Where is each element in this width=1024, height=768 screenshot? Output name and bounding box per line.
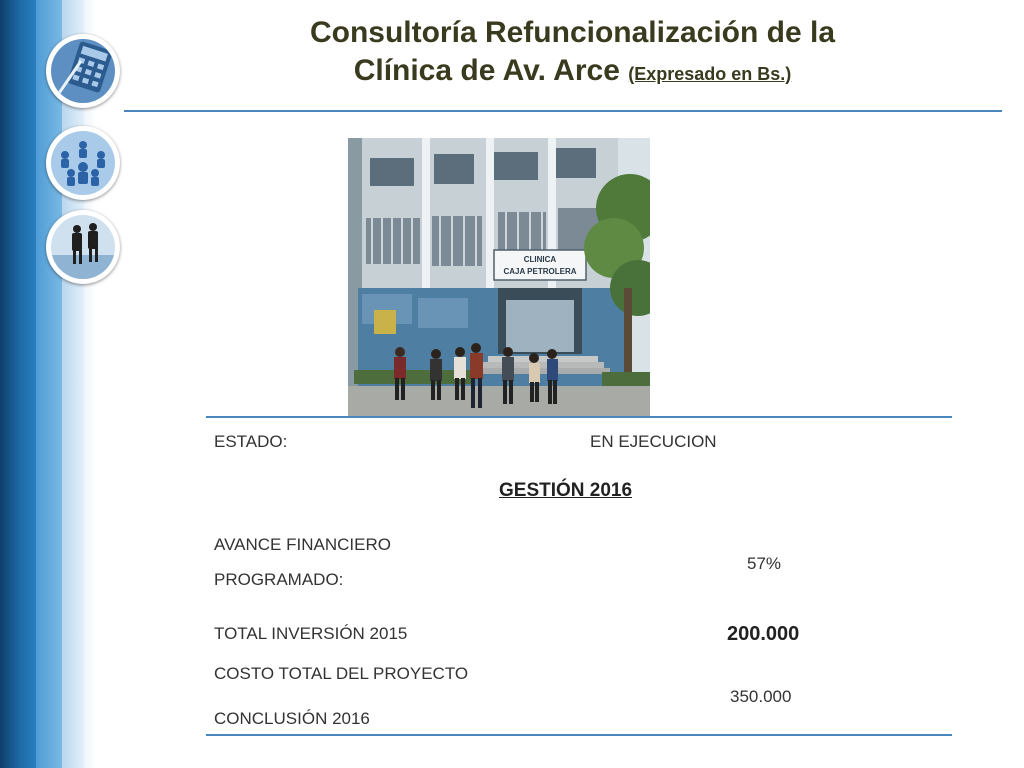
clinic-sign-line-1: CLINICA xyxy=(523,255,557,264)
inversion-value: 200.000 xyxy=(727,623,800,645)
estado-value: EN EJECUCION xyxy=(590,432,717,451)
business-people-icon xyxy=(46,210,120,284)
sidebar-band-dark xyxy=(0,0,36,768)
title-location: Clínica de Av. Arce xyxy=(353,54,620,87)
avance-label-line-2: PROGRAMADO: xyxy=(214,570,344,589)
clinic-building-photo xyxy=(348,138,650,416)
title-divider xyxy=(124,110,1002,112)
title-line-1: Consultoría Refuncionalización de la xyxy=(309,16,836,49)
sidebar-band-fade xyxy=(84,0,96,768)
inversion-label: TOTAL INVERSIÓN 2015 xyxy=(214,624,408,643)
gestion-heading: GESTIÓN 2016 xyxy=(499,480,633,501)
table-bottom-rule xyxy=(206,734,952,736)
people-network-icon xyxy=(46,126,120,200)
title-currency-note: (Expresado en Bs.) xyxy=(628,64,792,84)
title-line-2 xyxy=(200,52,945,93)
avance-label-line-1: AVANCE FINANCIERO xyxy=(214,535,391,554)
slide-title xyxy=(200,14,945,93)
calculator-icon xyxy=(46,34,120,108)
clinic-sign-line-2: CAJA PETROLERA xyxy=(503,267,577,276)
conclusion-label: CONCLUSIÓN 2016 xyxy=(214,709,370,728)
table-top-rule xyxy=(206,416,952,418)
estado-label: ESTADO: xyxy=(214,432,288,451)
costo-label: COSTO TOTAL DEL PROYECTO xyxy=(214,664,469,683)
costo-value: 350.000 xyxy=(730,687,792,706)
sidebar-band-light xyxy=(62,0,84,768)
sidebar-band-mid xyxy=(36,0,62,768)
avance-value: 57% xyxy=(747,554,782,573)
